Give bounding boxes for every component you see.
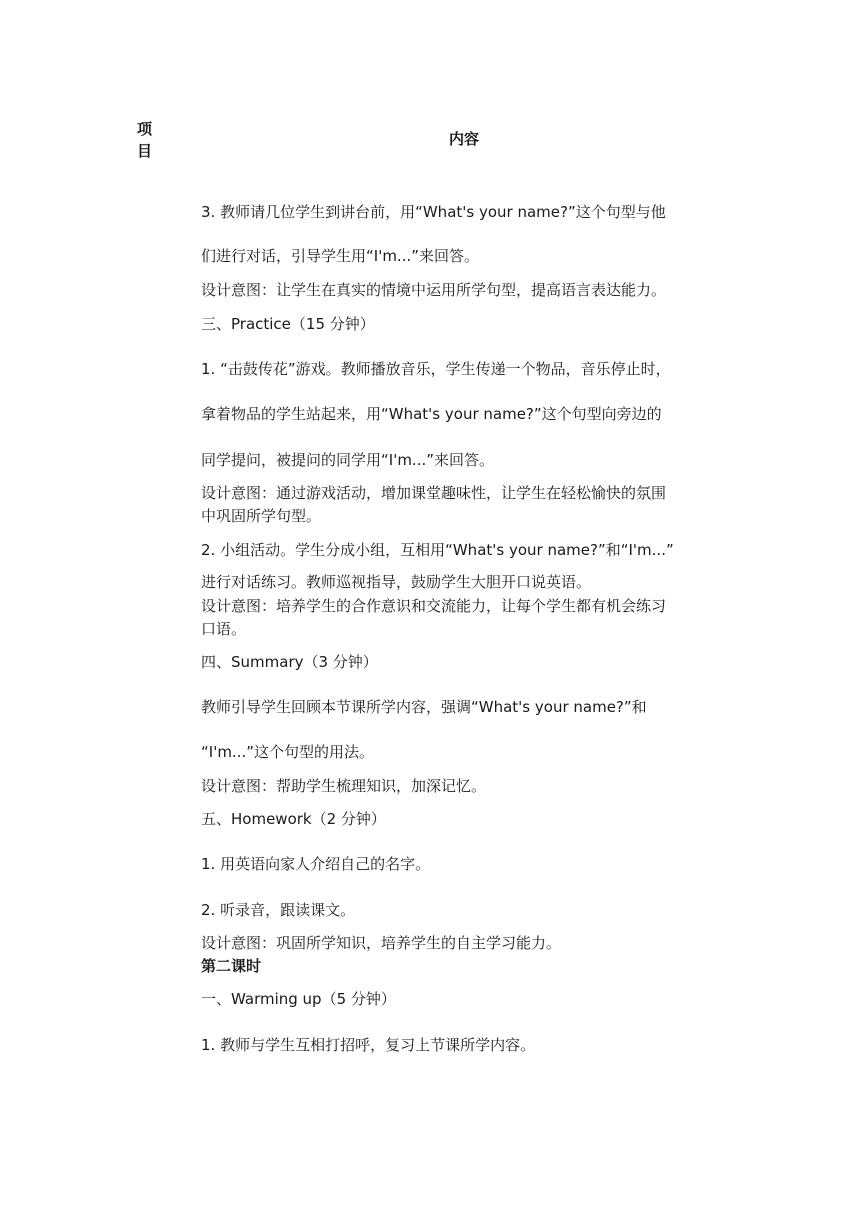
paragraph-line: 同学提问，被提问的同学用“I'm...”来回答。 [201, 451, 495, 469]
paragraph-line: 3. 教师请几位学生到讲台前，用“What's your name?”这个句型与他 [201, 203, 666, 221]
paragraph-line: 教师引导学生回顾本节课所学内容，强调“What's your name?”和 [201, 698, 647, 716]
design-intent-line: 设计意图：巩固所学知识，培养学生的自主学习能力。 [201, 934, 562, 952]
section-heading-summary: 四、Summary（3 分钟） [201, 653, 378, 671]
design-intent-line: 设计意图：帮助学生梳理知识，加深记忆。 [201, 777, 487, 795]
design-intent-line: 设计意图：让学生在真实的情境中运用所学句型，提高语言表达能力。 [201, 281, 667, 299]
paragraph-line: 2. 听录音，跟读课文。 [201, 901, 356, 919]
paragraph-line: “I'm...”这个句型的用法。 [201, 743, 375, 761]
section-heading-practice: 三、Practice（15 分钟） [201, 315, 375, 333]
lesson-heading: 第二课时 [201, 957, 262, 975]
design-intent-line: 设计意图：通过游戏活动，增加课堂趣味性，让学生在轻松愉快的氛围 [201, 484, 667, 502]
design-intent-line: 设计意图：培养学生的合作意识和交流能力，让每个学生都有机会练习 [201, 597, 667, 615]
paragraph-line: 1. 用英语向家人介绍自己的名字。 [201, 855, 431, 873]
paragraph-line: 1. “击鼓传花”游戏。教师播放音乐，学生传递一个物品，音乐停止时， [201, 360, 671, 378]
design-intent-line: 口语。 [201, 620, 247, 638]
section-heading-warming-up: 一、Warming up（5 分钟） [201, 990, 396, 1008]
table-header-content: 内容 [449, 130, 480, 148]
table-header-item: 项目 [137, 120, 153, 160]
paragraph-line: 进行对话练习。教师巡视指导，鼓励学生大胆开口说英语。 [201, 573, 592, 591]
section-heading-homework: 五、Homework（2 分钟） [201, 810, 386, 828]
design-intent-line: 中巩固所学句型。 [201, 507, 322, 525]
paragraph-line: 1. 教师与学生互相打招呼，复习上节课所学内容。 [201, 1036, 536, 1054]
paragraph-line: 们进行对话，引导学生用“I'm...”来回答。 [201, 247, 480, 265]
paragraph-line: 2. 小组活动。学生分成小组，互相用“What's your name?”和“I'm...” [201, 541, 674, 559]
paragraph-line: 拿着物品的学生站起来，用“What's your name?”这个句型向旁边的 [201, 405, 662, 423]
